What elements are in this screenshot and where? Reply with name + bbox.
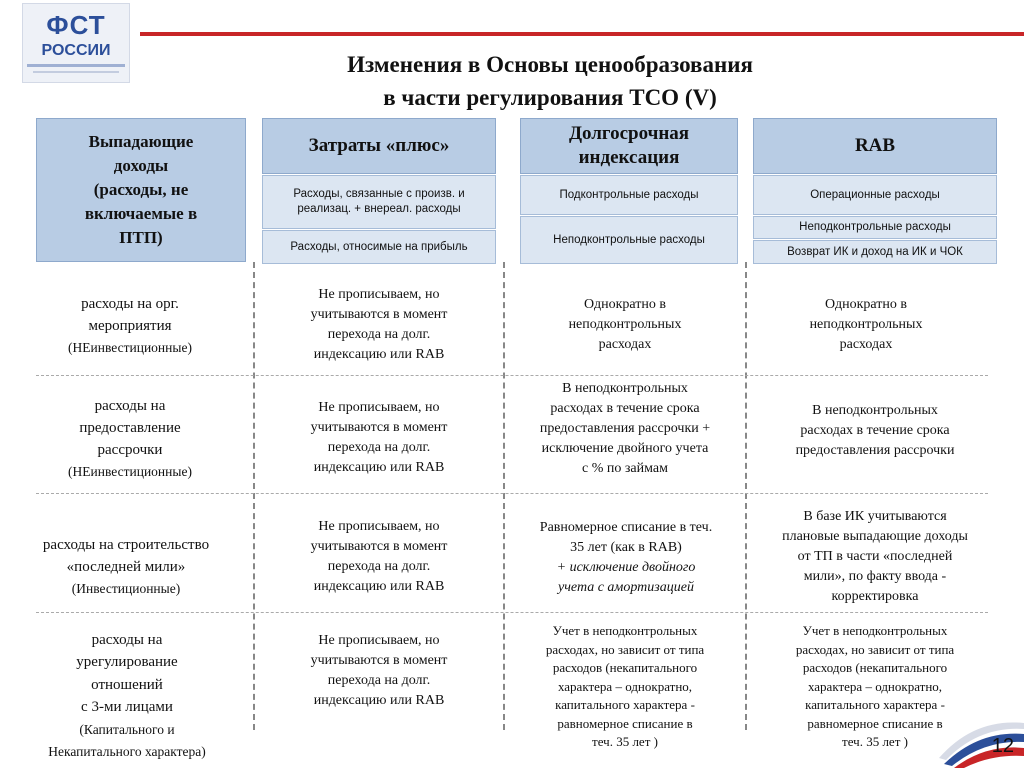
- cell-text-line: капитального характера -: [555, 697, 695, 713]
- row-label: [20, 286, 240, 366]
- cell-text-line: В неподконтрольных: [812, 403, 938, 418]
- cost-plus-cell: [262, 395, 496, 481]
- cell-text-line: расходах, но зависит от типа: [795, 641, 955, 657]
- cell-text-line: (Инвестиционные): [71, 581, 181, 596]
- cell-text-line: + исключение двойного: [556, 560, 696, 575]
- cell-text-line: неподконтрольных: [809, 317, 923, 332]
- cell-text-line: (НЕинвестиционные): [68, 464, 192, 479]
- subheader-operational: [753, 175, 997, 215]
- header-long-term-line: Долгосрочная: [568, 123, 690, 144]
- cell-text-line: характера – однократно,: [557, 678, 693, 694]
- long-term-cell: [505, 620, 745, 754]
- cell-text-line: расходы на: [94, 398, 166, 414]
- cell-text-line: исключение двойного учета: [541, 441, 709, 456]
- cell-text-line: Не прописываем, но: [318, 519, 440, 534]
- cell-text-line: урегулирование: [76, 654, 178, 670]
- cell-text-line: расходов (некапитального: [552, 660, 698, 676]
- cell-text-line: индексацию или RAB: [313, 460, 445, 475]
- fst-logo: [22, 3, 130, 83]
- cell-text-line: предоставления рассрочки +: [539, 421, 711, 436]
- subheader-text: Расходы, относимые на прибыль: [290, 240, 468, 253]
- cell-text-line: от ТП в части «последней: [797, 549, 953, 564]
- cell-text-line: равномерное списание в: [557, 715, 693, 731]
- cell-text-line: Не прописываем, но: [318, 400, 440, 415]
- subheader-controllable: [520, 175, 738, 215]
- logo-stripe: [27, 64, 125, 67]
- long-term-cell: [508, 515, 744, 601]
- column-divider: [253, 262, 255, 730]
- row-label-line: расходы на орг.: [81, 296, 179, 312]
- logo-text-line1: ФСТ: [46, 10, 106, 40]
- row-label: [6, 532, 246, 602]
- cell-text-line: расходах, но зависит от типа: [545, 641, 705, 657]
- cell-text-line: Некапитального характера): [48, 744, 206, 759]
- header-lost-income-line: доходы: [113, 156, 169, 175]
- subheader-text: Операционные расходы: [810, 188, 940, 201]
- long-term-cell: [505, 377, 745, 481]
- cell-text-line: с 3-ми лицами: [81, 699, 173, 715]
- cell-text-line: перехода на долг.: [327, 440, 431, 455]
- cell-text-line: мили», по факту ввода -: [803, 569, 947, 584]
- cell-text-line: Однократно в: [584, 297, 666, 312]
- cell-text-line: равномерное списание в: [807, 715, 943, 731]
- cell-text-line: Учет в неподконтрольных: [552, 623, 698, 639]
- cell-text-line: перехода на долг.: [327, 673, 431, 688]
- cell-text-line: теч. 35 лет ): [842, 734, 908, 750]
- subheader-production-costs: [262, 175, 496, 229]
- cell-text-line: предоставления рассрочки: [795, 443, 955, 458]
- cell-text-line: Не прописываем, но: [318, 633, 440, 648]
- cell-text-line: плановые выпадающие доходы: [782, 529, 968, 544]
- long-term-cell: [512, 290, 738, 360]
- slide-title-line2: в части регулирования ТСО (V): [383, 85, 717, 110]
- header-rab: [753, 118, 997, 174]
- cell-text-line: (Капитального и: [79, 721, 175, 737]
- header-rab-label: RAB: [854, 135, 896, 156]
- cell-text-line: «последней мили»: [66, 559, 186, 575]
- row-divider: [36, 375, 988, 376]
- header-lost-income-line: включаемые в: [84, 204, 198, 223]
- logo-text-line2: РОССИИ: [41, 42, 111, 59]
- row-divider: [36, 612, 988, 613]
- cell-text-line: расходах: [598, 337, 652, 352]
- subheader-text: Возврат ИК и доход на ИК и ЧОК: [787, 245, 963, 258]
- logo-stripe: [33, 71, 119, 73]
- subheader-text: Неподконтрольные расходы: [799, 221, 951, 233]
- rab-cell: [753, 290, 979, 360]
- cell-text-line: корректировка: [831, 589, 919, 604]
- header-lost-income-line: (расходы, не: [93, 180, 189, 199]
- cell-text-line: капитального характера -: [805, 697, 945, 713]
- row-label: [20, 391, 240, 487]
- row-divider: [36, 493, 988, 494]
- cell-text-line: учета с амортизацией: [558, 580, 694, 595]
- cell-text-line: индексацию или RAB: [313, 347, 445, 362]
- cost-plus-cell: [262, 282, 496, 368]
- cell-text-line: индексацию или RAB: [313, 693, 445, 708]
- cell-text-line: с % по займам: [582, 461, 668, 476]
- subheader-text: Подконтрольные расходы: [559, 188, 699, 201]
- header-long-term-indexation: [520, 118, 738, 174]
- cost-plus-cell: [262, 514, 496, 600]
- cell-text-line: Равномерное списание в теч.: [539, 520, 713, 535]
- cell-text-line: В неподконтрольных: [562, 381, 688, 396]
- slide-title: [220, 48, 880, 114]
- cell-text-line: отношений: [91, 676, 163, 693]
- cell-text-line: В базе ИК учитываются: [803, 509, 947, 524]
- cell-text-line: 35 лет (как в RAB): [570, 540, 682, 555]
- column-divider: [745, 262, 747, 730]
- cell-text-line: учитываются в момент: [310, 420, 448, 435]
- cell-text-line: расходах: [839, 337, 893, 352]
- cell-text-line: расходах в течение срока: [800, 423, 950, 438]
- cell-text-line: учитываются в момент: [310, 653, 448, 668]
- row-label: [14, 628, 240, 764]
- subheader-text: Расходы, связанные с произв. и реализац. + внереал. расходы: [293, 188, 465, 215]
- row-label-line: (НЕинвестиционные): [68, 340, 192, 355]
- cell-text-line: расходах в течение срока: [550, 401, 700, 416]
- cell-text-line: Учет в неподконтрольных: [802, 623, 948, 639]
- header-cost-plus-label: Затраты «плюс»: [308, 135, 450, 156]
- cell-text-line: расходов (некапитального: [802, 660, 948, 676]
- subheader-profit-costs: [262, 230, 496, 264]
- header-cost-plus: [262, 118, 496, 174]
- cell-text-line: учитываются в момент: [310, 539, 448, 554]
- slide-title-line1: Изменения в Основы ценообразования: [347, 52, 753, 77]
- cell-text-line: Не прописываем, но: [318, 287, 440, 302]
- rab-cell: [753, 505, 997, 609]
- cell-text-line: рассрочки: [97, 442, 163, 458]
- cell-text-line: учитываются в момент: [310, 307, 448, 322]
- cell-text-line: теч. 35 лет ): [592, 734, 658, 750]
- cell-text-line: расходы на строительство: [42, 537, 210, 553]
- cell-text-line: перехода на долг.: [327, 559, 431, 574]
- rab-cell: [753, 398, 997, 464]
- subheader-text: Неподконтрольные расходы: [553, 233, 705, 246]
- cell-text-line: перехода на долг.: [327, 327, 431, 342]
- subheader-uncontrollable: [520, 216, 738, 264]
- header-accent-line: [140, 32, 1024, 36]
- cell-text-line: предоставление: [79, 420, 181, 436]
- row-label-line: мероприятия: [88, 318, 172, 334]
- cell-text-line: неподконтрольных: [568, 317, 682, 332]
- cell-text-line: характера – однократно,: [807, 678, 943, 694]
- header-lost-income-line: ПТП): [119, 228, 163, 247]
- header-lost-income: [36, 118, 246, 262]
- subheader-capital-return: [753, 240, 997, 264]
- cost-plus-cell: [262, 628, 496, 714]
- header-long-term-line: индексация: [578, 147, 680, 168]
- page-number: 12: [991, 735, 1014, 757]
- cell-text-line: расходы на: [91, 631, 163, 648]
- cell-text-line: Однократно в: [825, 297, 907, 312]
- cell-text-line: индексацию или RAB: [313, 579, 445, 594]
- header-lost-income-line: Выпадающие: [88, 132, 194, 151]
- subheader-uncontrollable-rab: [753, 216, 997, 239]
